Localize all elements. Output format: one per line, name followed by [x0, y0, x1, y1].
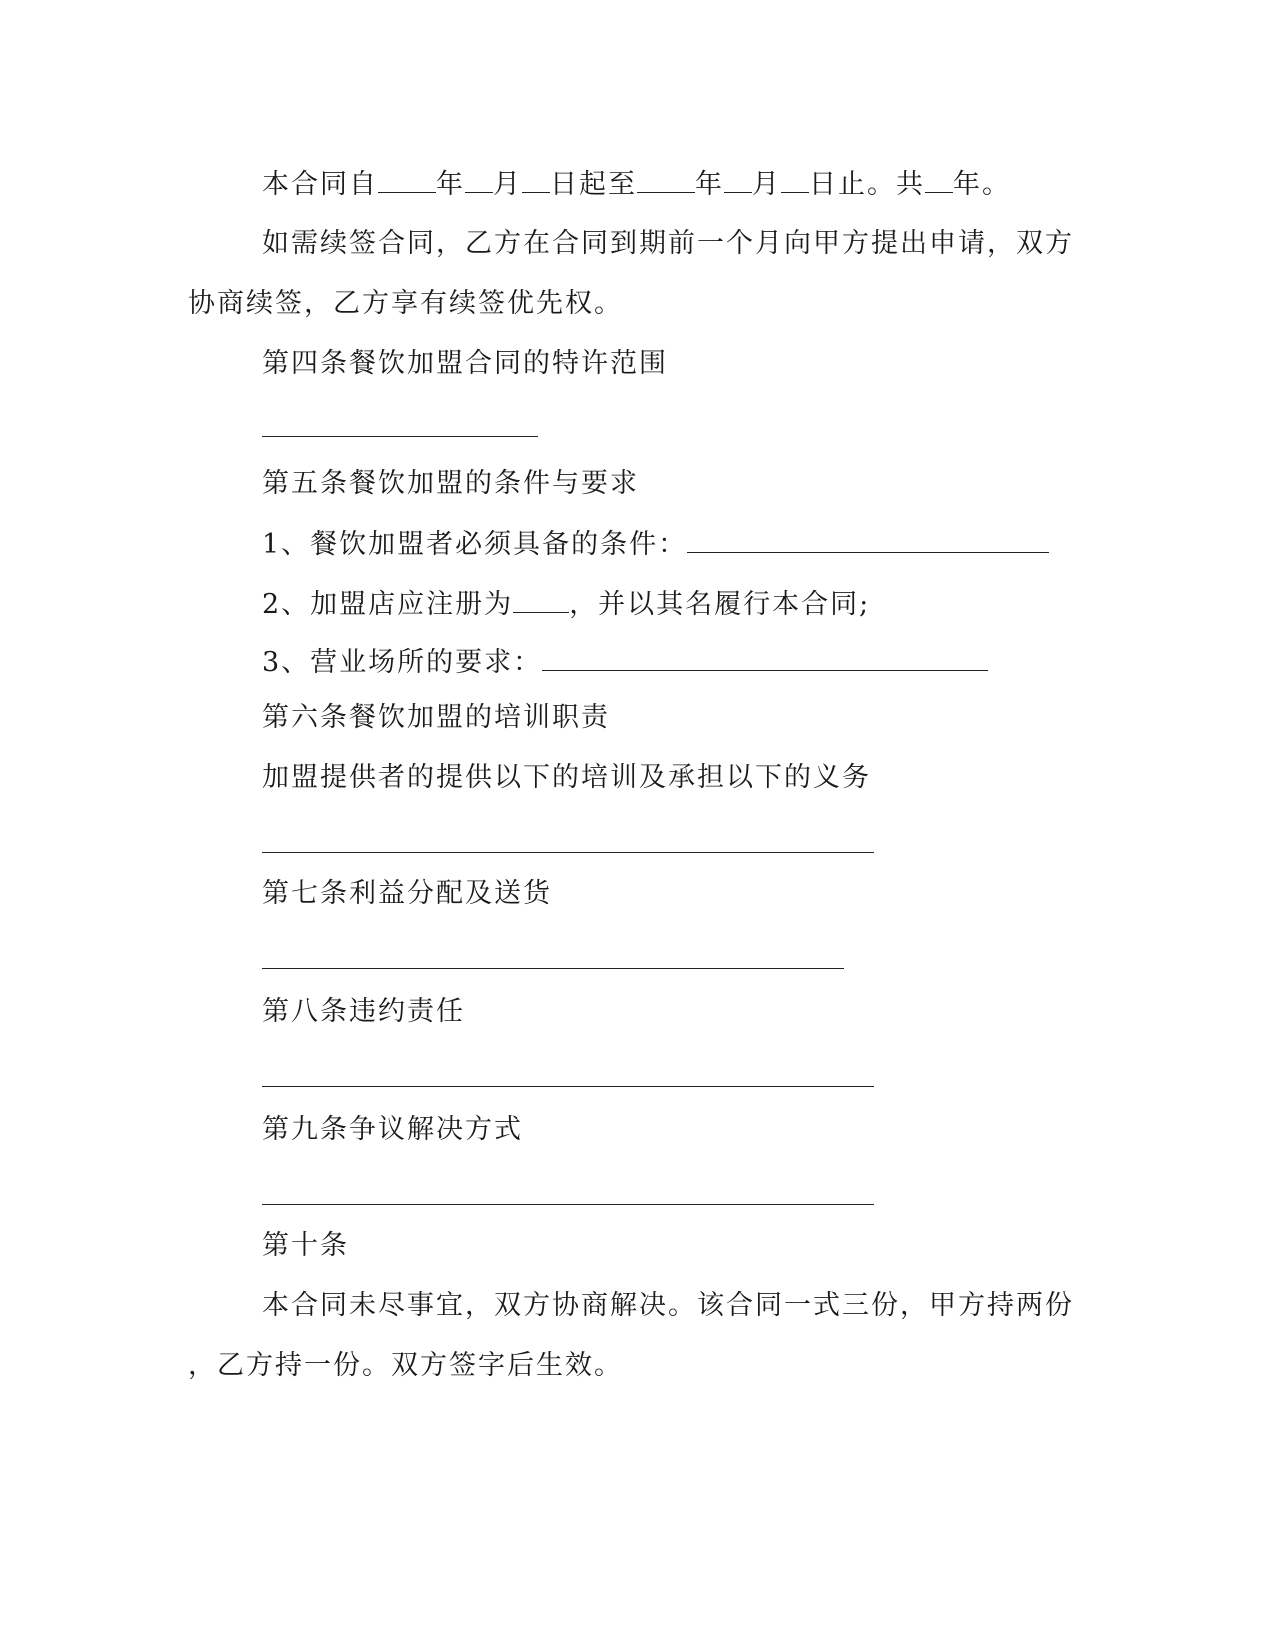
- item-1-text: 1、餐饮加盟者必须具备的条件：: [262, 529, 688, 560]
- term-text-4: 日起至: [550, 169, 637, 200]
- article-7-heading: 第七条利益分配及送货: [262, 878, 552, 909]
- term-text-8: 年。: [953, 169, 1011, 200]
- item-3-text: 3、营业场所的要求：: [262, 647, 543, 678]
- term-text-1: 本合同自: [262, 169, 378, 200]
- article-4-fill-line: [262, 436, 538, 437]
- contract-term-line: [262, 166, 1011, 202]
- article-9-fill-line: [262, 1204, 874, 1205]
- term-text-7: 日止。共: [809, 169, 925, 200]
- article-7-fill-line: [262, 968, 844, 969]
- term-text-5: 年: [695, 169, 724, 200]
- blank-start-day: [522, 166, 550, 193]
- closing-line-2: ，乙方持一份。双方签字后生效。: [188, 1350, 623, 1381]
- blank-years: [925, 166, 953, 193]
- article-8-heading: 第八条违约责任: [262, 996, 465, 1027]
- item-2-line: [262, 586, 870, 622]
- article-4-heading: 第四条餐饮加盟合同的特许范围: [262, 348, 668, 379]
- item-2-text-a: 2、加盟店应注册为: [262, 589, 514, 620]
- item-3-blank: [542, 644, 988, 671]
- renewal-line-1: 如需续签合同，乙方在合同到期前一个月向甲方提出申请，双方: [262, 228, 1074, 259]
- closing-line-1: 本合同未尽事宜，双方协商解决。该合同一式三份，甲方持两份: [262, 1290, 1074, 1321]
- term-text-3: 月: [493, 169, 522, 200]
- blank-end-month: [724, 166, 752, 193]
- article-6-body: 加盟提供者的提供以下的培训及承担以下的义务: [262, 762, 871, 793]
- item-1-line: [262, 526, 1049, 562]
- item-2-text-b: ，并以其名履行本合同;: [569, 589, 871, 620]
- article-8-fill-line: [262, 1086, 874, 1087]
- blank-start-month: [465, 166, 493, 193]
- item-2-blank: [513, 586, 569, 613]
- item-3-line: [262, 644, 988, 680]
- article-10-heading: 第十条: [262, 1230, 349, 1261]
- renewal-line-2: 协商续签，乙方享有续签优先权。: [188, 288, 623, 319]
- article-6-heading: 第六条餐饮加盟的培训职责: [262, 702, 610, 733]
- item-1-blank: [687, 526, 1049, 553]
- blank-end-year: [637, 166, 695, 193]
- term-text-2: 年: [436, 169, 465, 200]
- article-6-fill-line: [262, 852, 874, 853]
- blank-start-year: [378, 166, 436, 193]
- term-text-6: 月: [752, 169, 781, 200]
- article-9-heading: 第九条争议解决方式: [262, 1114, 523, 1145]
- blank-end-day: [781, 166, 809, 193]
- article-5-heading: 第五条餐饮加盟的条件与要求: [262, 468, 639, 499]
